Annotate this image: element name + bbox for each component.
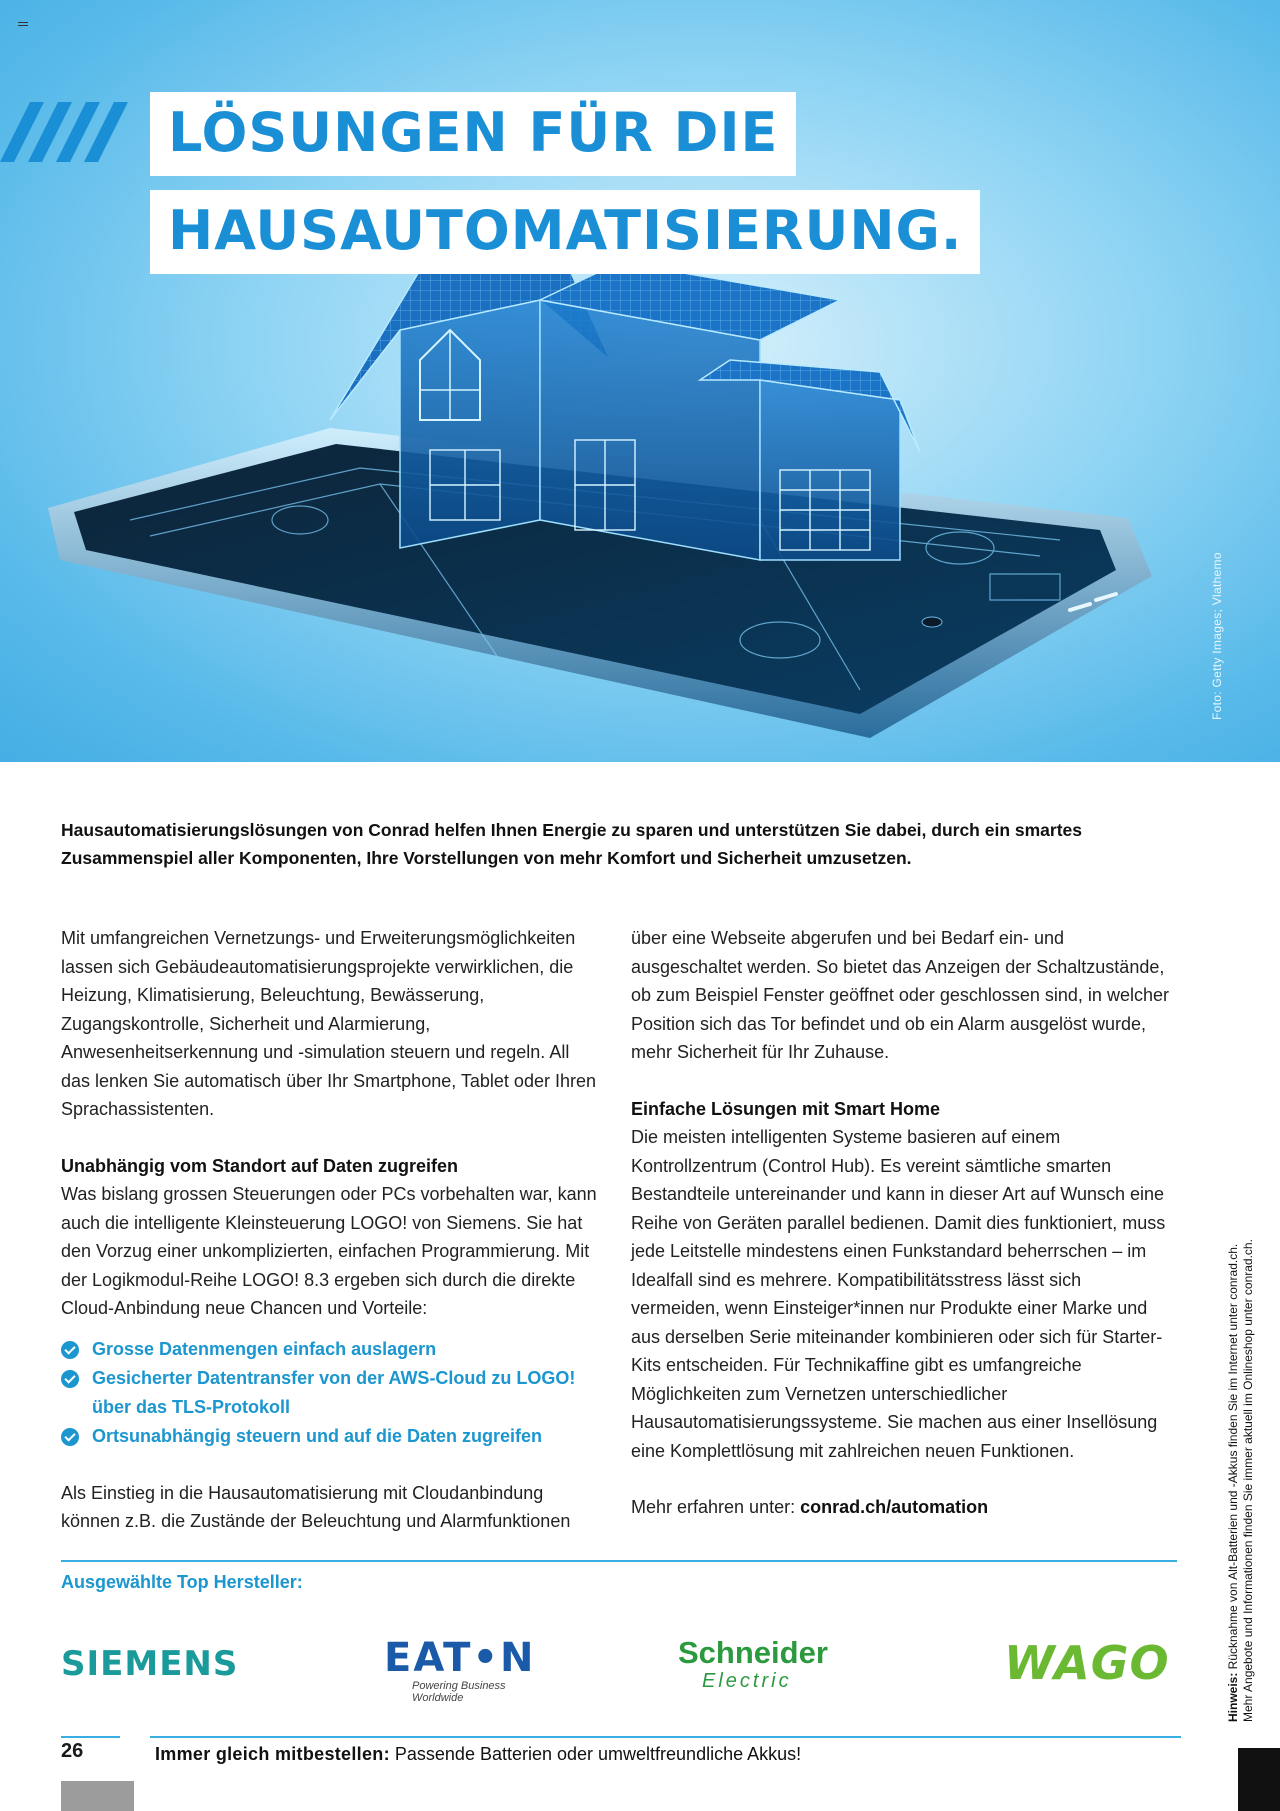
- section-heading-smart-home: Einfache Lösungen mit Smart Home: [631, 1098, 941, 1119]
- eaton-tagline: Powering Business Worldwide: [412, 1680, 506, 1704]
- footer-note-text: Passende Batterien oder umweltfreundliche Akkus!: [394, 1744, 802, 1764]
- intro-paragraph: Mit umfangreichen Vernetzungs- und Erweiterungsmöglichkeiten lassen sich Gebäudeautomatisierungsprojekte verwirklichen, die Heizung, Klimatisierung, Beleuchtung, Bewässerung, Zugangskontrolle, Sicherheit und Alarmierung, Anwesenheitserkennung und -simulation steuern und regeln. All das lenken Sie automatisch über Ihr Smartphone, Tablet oder Ihren Sprachassistenten.: [61, 928, 596, 1119]
- page-number: 26: [61, 1740, 84, 1762]
- manufacturers-heading: Ausgewählte Top Hersteller:: [61, 1572, 303, 1592]
- footer-note-strong: Immer gleich mitbestellen:: [155, 1744, 390, 1764]
- check-circle-icon: [61, 1341, 79, 1359]
- page-title-line-1: LÖSUNGEN FÜR DIE: [150, 92, 796, 176]
- hero-banner: [0, 0, 1280, 762]
- section-heading-remote-access: Unabhängig vom Standort auf Daten zugreifen: [61, 1155, 459, 1176]
- logo-paragraph: Was bislang grossen Steuerungen oder PCs vorbehalten war, kann auch die intelligente Kleinsteuerung LOGO! von Siemens. Sie hat den Vorzug einer unkomplizierten, einfachen Programmierung. Mit der Logikmodul-Reihe LOGO! 8.3 ergeben sich durch die direkte Cloud-Anbindung neue Chancen und Vorteile:: [61, 1184, 597, 1318]
- side-note-line-1: Rücknahme von Alt-Batterien und -Akkus finden Sie im Internet unter conrad.ch.: [1226, 1243, 1240, 1670]
- photo-credit: Foto: Getty Images; Vlathemo: [1210, 552, 1224, 720]
- side-note-line-2: Mehr Angebote und Informationen finden Sie immer aktuell im Onlineshop unter conrad.ch.: [1241, 1239, 1255, 1722]
- lead-paragraph: Hausautomatisierungslösungen von Conrad helfen Ihnen Energie zu sparen und unterstützen Sie dabei, durch ein smartes Zusammenspiel aller Komponenten, Ihre Vorstellungen von mehr Komfort und Sicherheit umzusetzen.: [61, 820, 1083, 868]
- more-info-line: [631, 1493, 1171, 1522]
- automation-link[interactable]: conrad.ch/automation: [800, 1497, 989, 1517]
- eaton-logo: [384, 1635, 554, 1704]
- check-circle-icon: [61, 1370, 79, 1388]
- registration-mark: [18, 22, 28, 26]
- continuation-paragraph: über eine Webseite abgerufen und bei Bedarf ein- und ausgeschaltet werden. So bietet das Anzeigen der Schaltzustände, ob zum Beispiel Fenster geöffnet oder geschlossen sind, in welcher Position sich das Tor befindet und ob ein Alarm ausgelöst wurde, mehr Sicherheit für Ihr Zuhause.: [631, 928, 1169, 1062]
- cloud-paragraph: Als Einstieg in die Hausautomatisierung mit Cloudanbindung können z.B. die Zustände der Beleuchtung und Alarmfunktionen: [61, 1482, 571, 1531]
- battery-return-note: [1226, 1162, 1256, 1722]
- eaton-wordmark: EAT•N: [384, 1635, 536, 1681]
- schneider-electric-logo: [678, 1636, 858, 1692]
- section-divider: [61, 1560, 1177, 1562]
- smart-home-paragraph: Die meisten intelligenten Systeme basieren auf einem Kontrollzentrum (Control Hub). Es vereint sämtliche smarten Bestandteile untereinander und kann in dieser Art auf Wunsch eine Reihe von Geräten parallel bedienen. Damit dies funktioniert, muss jede Leitstelle mindestens einen Funkstandard beherrschen – im Idealfall sind es mehrere. Kompatibilitätsstress lässt sich vermeiden, wenn Einsteiger*innen nur Produkte einer Marke und aus derselben Serie miteinander kombinieren oder sich für Starter-Kits entscheiden. Für Technikaffine gibt es umfangreiche Möglichkeiten zum Vernetzen unterschiedlicher Hausautomatisierungssysteme. Sie machen aus einer Insellösung eine Komplettlösung mit zahlreichen neuen Funktionen.: [631, 1127, 1166, 1461]
- footer-rule: [61, 1736, 1181, 1738]
- house-main-wall: [540, 300, 760, 560]
- check-circle-icon: [61, 1428, 79, 1446]
- side-note-label: Hinweis:: [1226, 1672, 1240, 1722]
- list-item: Grosse Datenmengen einfach auslagern: [61, 1335, 601, 1364]
- more-info-label: Mehr erfahren unter:: [631, 1497, 796, 1517]
- edge-marker: [1238, 1748, 1280, 1811]
- siemens-logo: SIEMENS: [61, 1644, 239, 1684]
- house-left-wall: [400, 300, 540, 548]
- stripes-decoration: [0, 102, 150, 162]
- list-item: Gesicherter Datentransfer von der AWS-Cloud zu LOGO! über das TLS-Protokoll: [61, 1364, 601, 1422]
- right-column: [631, 924, 1171, 1522]
- page-tab-marker: [61, 1781, 134, 1811]
- left-column: [61, 924, 601, 1536]
- page-title-line-2: HAUSAUTOMATISIERUNG.: [150, 190, 980, 274]
- wago-logo: WAGO: [1004, 1636, 1170, 1690]
- electric-wordmark: Electric: [702, 1670, 792, 1692]
- footer-note: [155, 1744, 801, 1765]
- schneider-wordmark: Schneider: [678, 1635, 828, 1670]
- list-item: Ortsunabhängig steuern und auf die Daten zugreifen: [61, 1422, 601, 1451]
- benefits-list: [61, 1335, 601, 1451]
